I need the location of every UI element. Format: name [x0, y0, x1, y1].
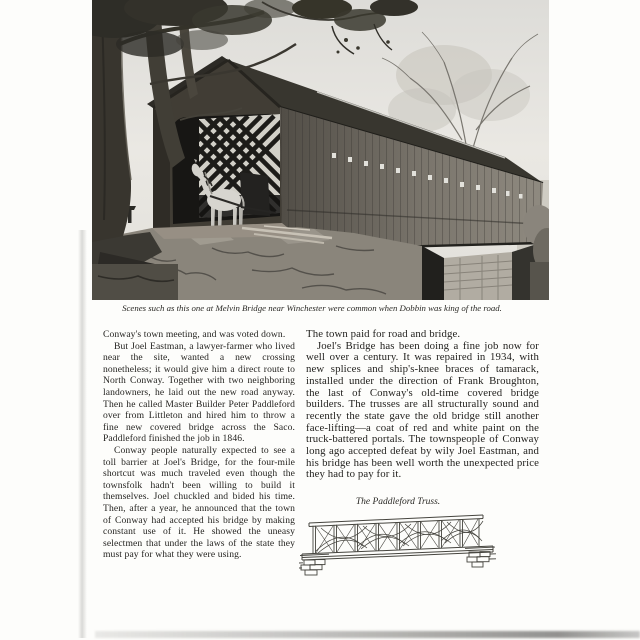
page-edge-shadow	[78, 230, 87, 638]
covered-bridge-photo-art	[92, 0, 549, 300]
truss-drawing	[299, 510, 497, 578]
paddleford-truss-diagram	[299, 510, 497, 578]
paragraph: Joel's Bridge has been doing a fine job now for well over a century. It was repaired in 1934, with new splices and ship's-knee braces of tamarack, installed under the direction of Frank Broughton, the last of Conway's old-time covered bridge builders. The trusses are all structurally sound and recently the state gave the old bridge still another face-lifting—a coat of red and white paint on the truck-battered portals. The townspeople of Conway long ago accepted defeat by wily Joel Eastman, and his bridge has been well worth the unexpected price they had to pay for it.	[306, 339, 539, 481]
paragraph: Conway people naturally expected to see a toll barrier at Joel's Bridge, for the four-mile shortcut was much traveled even though the townsfolk hadn't been willing to build it themselves. Joel chuckled and bided his time. Then, after a year, he announced that the town of Conway had accepted his bridge by making constant use of it. He showed the uneasy selectmen that under the laws of the state they must pay for what they were using.	[103, 444, 295, 561]
paragraph: But Joel Eastman, a lawyer-farmer who lived near the site, wanted a new crossing nonetheless; it would give him a direct route to North Conway. Together with two neighboring landowners, he laid out the new road anyway. Then he called Master Builder Peter Paddleford over from Littleton and hired him to throw a fine new covered bridge across the Saco. Paddleford finished the job in 1846.	[103, 340, 295, 445]
paragraph: The town paid for road and bridge.	[306, 328, 461, 340]
truss-caption: The Paddleford Truss.	[355, 497, 441, 507]
text-column-right	[306, 329, 539, 481]
covered-bridge-photo	[92, 0, 549, 300]
photo-caption: Scenes such as this one at Melvin Bridge near Winchester were common when Dobbin was king of the road.	[122, 303, 502, 313]
text-column-left	[103, 329, 295, 561]
paragraph: Conway's town meeting, and was voted down.	[103, 329, 286, 340]
page-bottom-shadow	[95, 631, 640, 638]
